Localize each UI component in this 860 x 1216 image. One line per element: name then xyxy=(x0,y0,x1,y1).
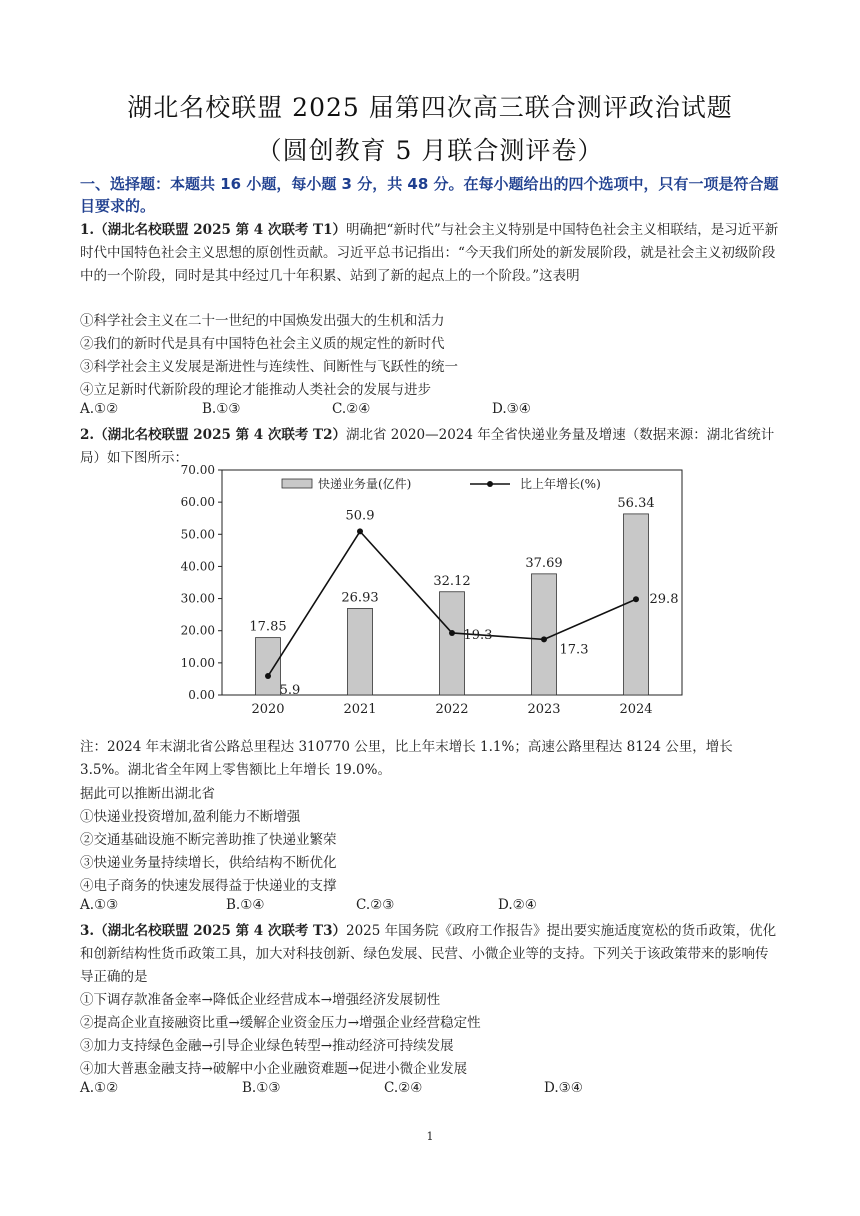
q3-item-1: ①下调存款准备金率→降低企业经营成本→增强经济发展韧性 xyxy=(80,992,441,1008)
bar-2024 xyxy=(624,514,649,695)
q2-item-2: ②交通基础设施不断完善助推了快递业繁荣 xyxy=(80,832,337,848)
q1-option-c[interactable]: C.②④ xyxy=(332,401,371,417)
question-2-head: 2.（湖北名校联盟 2025 第 4 次联考 T2） xyxy=(80,427,346,443)
x-tick-label: 2022 xyxy=(435,702,469,717)
legend-line-label: 比上年增长(%) xyxy=(520,477,601,491)
q1-option-d[interactable]: D.③④ xyxy=(492,401,531,417)
x-tick-label: 2024 xyxy=(619,702,653,717)
y-tick-label: 20.00 xyxy=(180,623,215,638)
document-title: 湖北名校联盟 2025 届第四次高三联合测评政治试题 xyxy=(127,93,733,122)
y-tick-label: 30.00 xyxy=(180,591,215,606)
section-heading: 一、选择题：本题共 16 小题，每小题 3 分，共 48 分。在每小题给出的四个选项中，只有一项是符合题目要求的。 xyxy=(80,175,779,215)
q3-option-b[interactable]: B.①③ xyxy=(242,1080,281,1096)
q1-item-4: ④立足新时代新阶段的理论才能推动人类社会的发展与进步 xyxy=(80,382,431,398)
q3-option-a[interactable]: A.①② xyxy=(80,1080,119,1096)
growth-point-2024 xyxy=(633,596,639,602)
q3-item-4: ④加大普惠金融支持→破解中小企业融资难题→促进小微企业发展 xyxy=(80,1061,468,1077)
q1-item-2: ②我们的新时代是具有中国特色社会主义质的规定性的新时代 xyxy=(80,336,445,352)
q3-option-c[interactable]: C.②④ xyxy=(384,1080,423,1096)
question-3-text: 2025 年国务院《政府工作报告》提出要实施适度宽松的货币政策，优化和创新结构性货币政策工具，加大对科技创新、绿色发展、民营、小微企业等的支持。下列关于该政策带来的影响传导正确的是 xyxy=(80,923,777,985)
chart-x-axis xyxy=(251,702,652,717)
bar-value-label: 32.12 xyxy=(433,573,471,589)
y-tick-label: 10.00 xyxy=(180,655,215,670)
q3-item-2: ②提高企业直接融资比重→缓解企业资金压力→增强企业经营稳定性 xyxy=(80,1015,481,1031)
y-tick-label: 50.00 xyxy=(180,527,215,542)
growth-value-label: 5.9 xyxy=(279,683,301,699)
q2-option-d[interactable]: D.②④ xyxy=(498,897,537,913)
document-subtitle: （圆创教育 5 月联合测评卷） xyxy=(256,136,604,165)
page-number: 1 xyxy=(426,1130,434,1143)
bar-value-label: 17.85 xyxy=(249,619,287,635)
growth-value-label: 50.9 xyxy=(345,508,375,524)
legend-bar-swatch xyxy=(282,479,312,488)
express-chart xyxy=(170,462,690,724)
bar-2021 xyxy=(348,608,373,695)
legend-line-marker xyxy=(487,481,493,487)
chart-legend xyxy=(282,476,601,491)
bar-2023 xyxy=(532,574,557,695)
question-1-stem xyxy=(80,219,780,288)
growth-point-2023 xyxy=(541,636,547,642)
q3-options xyxy=(80,1080,780,1102)
q2-options xyxy=(80,897,780,919)
q1-item-3: ③科学社会主义发展是渐进性与连续性、间断性与飞跃性的统一 xyxy=(80,359,458,375)
bar-2020 xyxy=(256,638,281,695)
chart-growth-line xyxy=(265,508,678,698)
q2-item-4: ④电子商务的快速发展得益于快递业的支撑 xyxy=(80,878,337,894)
x-tick-label: 2023 xyxy=(527,702,561,717)
bar-value-label: 37.69 xyxy=(525,555,563,571)
growth-point-2020 xyxy=(265,673,271,679)
q2-item-3: ③快递业务量持续增长，供给结构不断优化 xyxy=(80,855,337,871)
chart-bars xyxy=(249,496,654,695)
question-1-text: 明确把“新时代”与社会主义特别是中国特色社会主义相联结，是习近平新时代中国特色社会主义思想的原创性贡献。习近平总书记指出：“今天我们所处的新发展阶段，就是社会主义初级阶段中的一个阶段，同时是其中经过几十年积累、站到了新的起点上的一个阶段。”这表明 xyxy=(80,222,779,284)
y-tick-label: 0.00 xyxy=(188,688,215,702)
question-2-text: 湖北省 2020—2024 年全省快递业务量及增速（数据来源：湖北省统计局）如下图所示： xyxy=(80,427,775,466)
chart-y-axis xyxy=(181,463,222,702)
bar-2022 xyxy=(440,592,465,695)
q3-option-d[interactable]: D.③④ xyxy=(544,1080,583,1096)
bar-value-label: 26.93 xyxy=(341,590,379,606)
growth-value-label: 19.3 xyxy=(463,627,493,643)
legend-bar-label: 快递业务量(亿件) xyxy=(318,477,412,491)
y-tick-label: 70.00 xyxy=(180,463,215,477)
q3-item-3: ③加力支持绿色金融→引导企业绿色转型→推动经济可持续发展 xyxy=(80,1038,454,1054)
y-tick-label: 40.00 xyxy=(180,559,215,574)
q2-lead: 据此可以推断出湖北省 xyxy=(80,786,215,802)
question-3-head: 3.（湖北名校联盟 2025 第 4 次联考 T3） xyxy=(80,923,346,939)
q2-item-1: ①快递业投资增加,盈利能力不断增强 xyxy=(80,809,301,825)
growth-point-2022 xyxy=(449,630,455,636)
growth-value-label: 29.8 xyxy=(649,592,679,608)
y-tick-label: 60.00 xyxy=(180,495,215,510)
q2-option-a[interactable]: A.①③ xyxy=(80,897,119,913)
bar-value-label: 56.34 xyxy=(617,495,655,511)
q2-option-b[interactable]: B.①④ xyxy=(226,897,265,913)
q1-option-a[interactable]: A.①② xyxy=(80,401,119,417)
growth-value-label: 17.3 xyxy=(559,642,589,658)
growth-point-2021 xyxy=(357,528,363,534)
q1-option-b[interactable]: B.①③ xyxy=(202,401,241,417)
q2-option-c[interactable]: C.②③ xyxy=(356,897,395,913)
q1-item-1: ①科学社会主义在二十一世纪的中国焕发出强大的生机和活力 xyxy=(80,313,445,329)
x-tick-label: 2021 xyxy=(343,702,377,717)
q2-note: 注：2024 年末湖北省公路总里程达 310770 公里，比上年末增长 1.1%；高速公路里程达 8124 公里，增长 3.5%。湖北省全年网上零售额比上年增长 19.0%。 xyxy=(80,739,733,778)
x-tick-label: 2020 xyxy=(251,702,285,717)
q1-options xyxy=(80,401,780,423)
question-1-head: 1.（湖北名校联盟 2025 第 4 次联考 T1） xyxy=(80,222,346,238)
question-3-stem xyxy=(80,920,780,989)
